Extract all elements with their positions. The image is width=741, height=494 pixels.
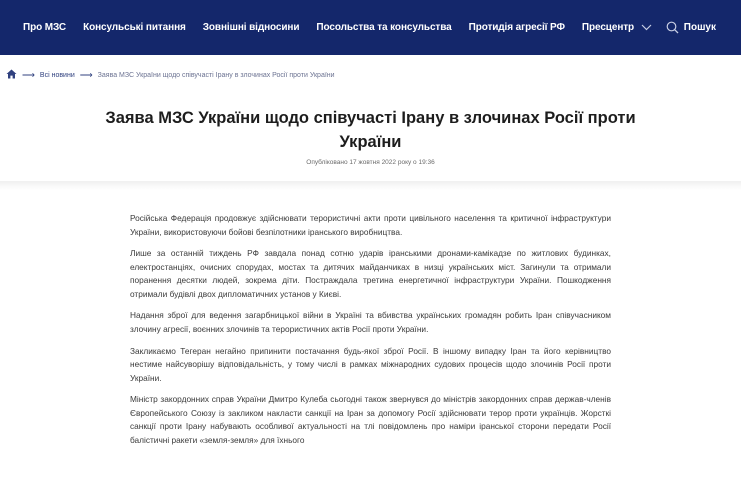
nav-item-about-mfa[interactable]: Про МЗС bbox=[23, 22, 67, 33]
article-body bbox=[130, 212, 611, 455]
article-paragraph: Закликаємо Тегеран негайно припинити постачання будь-якої зброї Росії. В іншому випадку Іран та його керівництво нестиме найсуворішу відповідальність, у тому числі в рамках міжнародних судових процесів щодо злочинів Росії проти України. bbox=[130, 345, 611, 383]
nav-item-embassies[interactable]: Посольства та консульства bbox=[316, 22, 452, 33]
publish-date: Опубліковано 17 жовтня 2022 року о 19:36 bbox=[306, 159, 435, 166]
page-title: Заява МЗС України щодо співучасті Ірану в злочинах Росії проти України bbox=[105, 109, 636, 151]
nav-right-controls bbox=[640, 0, 716, 55]
nav-item-press-center[interactable]: Пресцентр bbox=[581, 22, 635, 33]
arrow-right-icon: ⟶ bbox=[79, 69, 93, 80]
breadcrumb-current: Заява МЗС України щодо співучасті Ірану в злочинах Росії проти України bbox=[97, 71, 335, 79]
home-icon[interactable] bbox=[6, 69, 17, 81]
article-paragraph: Російська Федерація продовжує здійснювати терористичні акти проти цивільного населення та критичної інфраструктури України, використовуючи бойові безпілотники іранського виробництва. bbox=[130, 213, 611, 237]
search-icon bbox=[666, 21, 679, 34]
nav-item-foreign-relations[interactable]: Зовнішні відносини bbox=[202, 22, 300, 33]
chevron-down-icon[interactable] bbox=[640, 21, 654, 35]
top-navigation-bar bbox=[0, 0, 741, 55]
breadcrumb-all-news[interactable]: Всі новини bbox=[39, 71, 75, 79]
article-paragraph: Надання зброї для ведення загарбницької війни в Україні та вбивства українських громадян робить Іран співучасником злочину агресії, воєнних злочинів та терористичних актів Росії проти України. bbox=[130, 310, 611, 334]
breadcrumb bbox=[6, 68, 335, 82]
nav-item-counter-aggression[interactable]: Протидія агресії РФ bbox=[468, 22, 565, 33]
arrow-right-icon: ⟶ bbox=[22, 69, 35, 80]
search-label: Пошук bbox=[683, 22, 716, 33]
main-menu bbox=[23, 22, 651, 33]
section-divider bbox=[0, 181, 741, 190]
search-button[interactable] bbox=[666, 21, 716, 34]
article-paragraph: Міністр закордонних справ України Дмитро Кулеба сьогодні також звернувся до міністрів закордонних справ держав-членів Європейського Союзу із закликом накласти санкції на Іран за допомогу Росії здійснювати терор проти українців. Жорсткі санкції проти Ірану набувають особливої актуальності на тлі повідомлень про наміри іранської сторони передати Росії балістичні ракети «земля-земля» для їхнього bbox=[130, 394, 611, 445]
nav-item-consular[interactable]: Консульські питання bbox=[83, 22, 186, 33]
article-paragraph: Лише за останній тиждень РФ завдала понад сотню ударів іранськими дронами-камікадзе по житлових будинках, електростанціях, очисних спорудах, мостах та дитячих майданчиках в низці українських міст. Загинули та отримали поранення десятки людей, зокрема діти. Постраждала третина енергетичної інфраструктури України. Пошкодження отримали будівлі двох дипломатичних установ у Києві. bbox=[130, 248, 611, 299]
